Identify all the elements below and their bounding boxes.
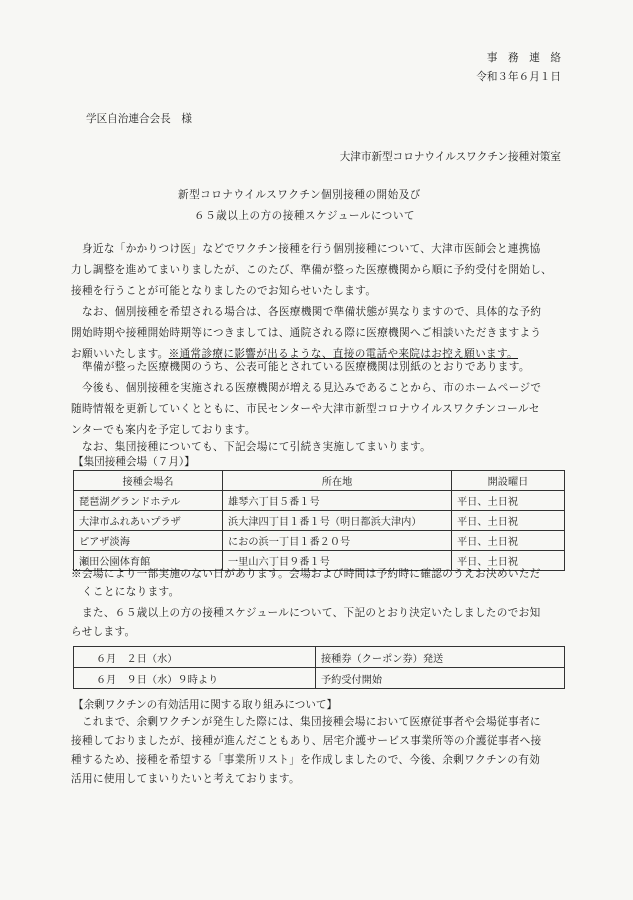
- issue-date: 令和３年６月１日: [476, 71, 561, 83]
- surplus-heading: 【余剰ワクチンの有効活用に関する取り組みについて】: [73, 699, 338, 711]
- venues-table: [73, 470, 565, 571]
- text-plain: お願いいたします。: [71, 348, 169, 360]
- text-line: くことになります。: [71, 586, 180, 598]
- text-line: なお、個別接種を希望される場合は、各医療機関で準備状態が異なりますので、具体的な予約: [71, 306, 542, 318]
- venue-address: 浜大津四丁目１番１号（明日都浜大津内）: [223, 511, 452, 531]
- table-row: [74, 491, 565, 511]
- text-line: 準備が整った医療機関のうち、公表可能とされている医療機関は別紙のとおりであります。: [71, 361, 530, 373]
- title-line-1: 新型コロナウイルスワクチン個別接種の開始及び: [178, 189, 421, 201]
- text-line: 力し調整を進めてまいりましたが、このたび、準備が整った医療機関から順に予約受付を開始し、: [71, 264, 553, 276]
- text-line: 接種しておりましたが、接種が進んだこともあり、居宅介護サービス事業所等の介護従事者へ接: [71, 735, 542, 747]
- column-header: 所在地: [223, 471, 452, 491]
- text-line: 随時情報を更新していくとともに、市民センターや大津市新型コロナウイルスワクチンコールセ: [71, 403, 540, 415]
- venue-name: 瀬田公園体育館: [74, 551, 223, 571]
- text-line: なお、集団接種についても、下記会場にて引続き実施してまいります。: [71, 441, 432, 453]
- table-row: [74, 531, 565, 551]
- underlined-notice: ※通常診療に影響が出るような、直接の電話や来院はお控え願います。: [168, 348, 519, 360]
- venues-note: [71, 565, 571, 601]
- venue-name: 大津市ふれあいプラザ: [74, 511, 223, 531]
- text-line: ※会場により一部実施のない日があります。会場および時間は予約時に確認のうえお決めいただ: [71, 568, 541, 580]
- text-line: 活用に使用してまいりたいと考えております。: [71, 773, 300, 785]
- text-line: 今後も、個別接種を実施される医療機関が増える見込みであることから、市のホームページで: [71, 382, 542, 394]
- column-header: 開設曜日: [452, 471, 565, 491]
- paragraph-future-info: [71, 378, 571, 441]
- venue-name: 琵琶湖グランドホテル: [74, 491, 223, 511]
- schedule-date: ６月 ９日（水）９時より: [74, 668, 316, 689]
- column-header: 接種会場名: [74, 471, 223, 491]
- paragraph-individual-vaccination: [71, 302, 571, 365]
- text-line: 接種を行うことが可能となりましたのでお知らせいたします。: [71, 285, 377, 297]
- table-row: [74, 511, 565, 531]
- doc-type-label: 事 務 連 絡: [486, 52, 561, 64]
- sender: 大津市新型コロナウイルスワクチン接種対策室: [339, 151, 561, 163]
- text-line: これまで、余剰ワクチンが発生した際には、集団接種会場において医療従事者や会場従事者に: [71, 716, 541, 728]
- table-header-row: [74, 471, 565, 491]
- text-line: ンターでも案内を予定しております。: [71, 424, 256, 436]
- text-line: らせします。: [71, 626, 136, 638]
- schedule-event: 予約受付開始: [316, 668, 565, 689]
- schedule-table: [73, 646, 565, 689]
- addressee: 学区自治連合会長 様: [86, 113, 192, 125]
- venue-address: におの浜一丁目１番２０号: [223, 531, 452, 551]
- title-line-2: ６５歳以上の方の接種スケジュールについて: [194, 210, 416, 222]
- text-line: 種するため、接種を希望する「事業所リスト」を作成しましたので、今後、余剰ワクチンの有効: [71, 754, 541, 766]
- paragraph-published-clinics: [71, 357, 571, 378]
- schedule-date: ６月 ２日（水）: [74, 647, 316, 668]
- venue-name: ピアザ淡海: [74, 531, 223, 551]
- table-row: [74, 647, 565, 668]
- venue-days: 平日、土日祝: [452, 491, 565, 511]
- schedule-event: 接種券（クーポン券）発送: [316, 647, 565, 668]
- venue-days: 平日、土日祝: [452, 551, 565, 571]
- venue-address: 雄琴六丁目５番１号: [223, 491, 452, 511]
- text-line: 身近な「かかりつけ医」などでワクチン接種を行う個別接種について、大津市医師会と連携協: [71, 243, 541, 255]
- venue-days: 平日、土日祝: [452, 511, 565, 531]
- paragraph-intro: [71, 239, 571, 302]
- venue-days: 平日、土日祝: [452, 531, 565, 551]
- table-row: [74, 668, 565, 689]
- venue-address: 一里山六丁目９番１号: [223, 551, 452, 571]
- text-line: また、６５歳以上の方の接種スケジュールについて、下記のとおり決定いたしましたのでお知: [71, 607, 541, 619]
- surplus-paragraph: [71, 713, 571, 789]
- schedule-intro: [71, 604, 571, 642]
- text-line: 開始時期や接種開始時期等につきましては、通院される際に医療機関へご相談いただきますよう: [71, 327, 542, 339]
- venues-heading: 【集団接種会場（７月）】: [73, 456, 195, 468]
